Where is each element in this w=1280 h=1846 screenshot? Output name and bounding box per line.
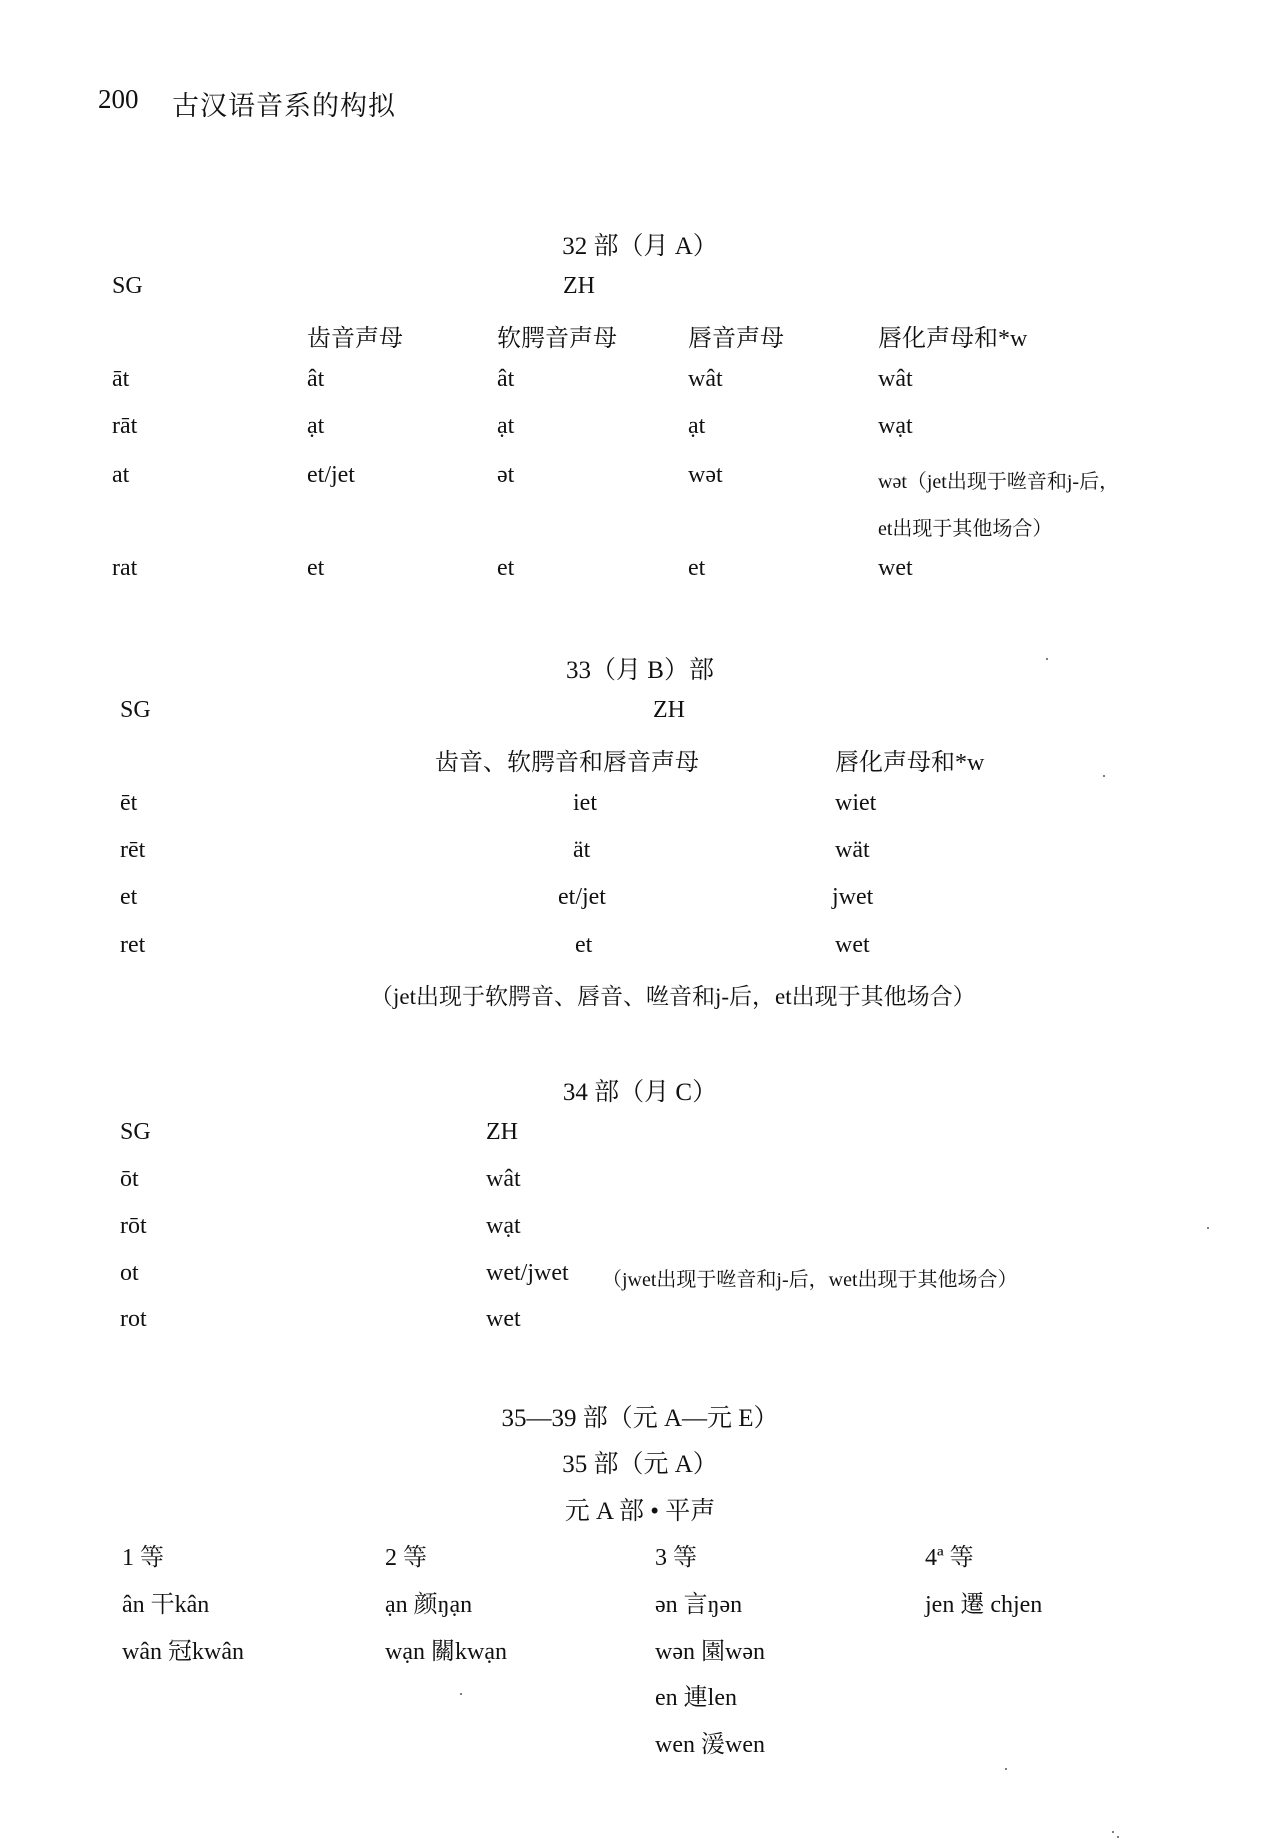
table-cell: et/jet	[558, 884, 606, 910]
list-item: en 連len	[655, 1685, 737, 1711]
section-33-col-header-labialized: 唇化声母和*w	[835, 750, 985, 776]
table-cell: wạt	[486, 1213, 521, 1239]
section-35-col-header-4: 4ª 等	[925, 1545, 974, 1571]
list-item: wən 園wən	[655, 1639, 765, 1665]
page-number: 200	[98, 84, 139, 114]
scan-speck	[1103, 775, 1105, 777]
section-34-sg-label: SG	[120, 1119, 151, 1145]
table-cell: ạt	[688, 413, 706, 439]
table-cell: ạt	[307, 413, 325, 439]
section-35-group-title: 35—39 部（元 A—元 E）	[501, 1405, 779, 1432]
table-cell: wet	[486, 1306, 521, 1332]
section-34-title: 34 部（月 C）	[562, 1079, 718, 1106]
list-item: jen 遷 chjen	[925, 1592, 1043, 1618]
section-32-col-header-velar: 软腭音声母	[497, 326, 617, 352]
table-cell: wät	[835, 837, 870, 863]
table-cell: iet	[573, 790, 597, 816]
table-cell: et/jet	[307, 462, 355, 488]
section-35-subtitle: 元 A 部 • 平声	[564, 1498, 716, 1525]
list-item: ân 干kân	[122, 1592, 210, 1618]
table-cell: et	[307, 555, 325, 581]
list-item: wen 湲wen	[655, 1732, 765, 1758]
table-cell: at	[112, 462, 130, 488]
table-cell: et	[497, 555, 515, 581]
table-cell: ōt	[120, 1166, 139, 1192]
section-35-col-header-2: 2 等	[385, 1545, 427, 1571]
table-cell: wet	[835, 932, 870, 958]
section-32-sg-label: SG	[112, 273, 143, 299]
section-33-col-header-combined: 齿音、软腭音和唇音声母	[435, 750, 699, 776]
section-33-title: 33（月 B）部	[566, 657, 714, 684]
table-cell-note: （jwet出现于咝音和j-后，wet出现于其他场合）	[602, 1269, 1018, 1291]
table-cell: wet/jwet	[486, 1260, 569, 1286]
table-cell: et	[688, 555, 706, 581]
section-32-title: 32 部（月 A）	[562, 233, 718, 260]
section-32-col-header-dental: 齿音声母	[307, 326, 403, 352]
section-33-note: （jet出现于软腭音、唇音、咝音和j-后，et出现于其他场合）	[370, 984, 976, 1009]
book-title: 古汉语音系的构拟	[172, 91, 396, 121]
table-cell: ät	[573, 837, 591, 863]
section-33-sg-label: SG	[120, 697, 151, 723]
table-cell: āt	[112, 366, 130, 392]
list-item: wân 冠kwân	[122, 1639, 244, 1665]
table-cell: ât	[497, 366, 515, 392]
section-35-col-header-3: 3 等	[655, 1545, 697, 1571]
table-cell: rōt	[120, 1213, 147, 1239]
list-item: ən 言ŋən	[655, 1592, 743, 1618]
table-cell: rot	[120, 1306, 147, 1332]
table-cell-note: et出现于其他场合）	[878, 518, 1053, 540]
list-item: ạn 颜ŋạn	[385, 1592, 473, 1618]
table-cell: wet	[878, 555, 913, 581]
section-35-col-header-1: 1 等	[122, 1545, 164, 1571]
table-cell: rāt	[112, 413, 138, 439]
table-cell: wât	[486, 1166, 521, 1192]
table-cell: et	[575, 932, 593, 958]
scan-speck	[1112, 1831, 1114, 1833]
table-cell: ēt	[120, 790, 138, 816]
section-32-zh-label: ZH	[563, 273, 595, 299]
table-cell: wət	[688, 462, 723, 488]
table-cell: wiet	[835, 790, 877, 816]
scan-speck	[1046, 658, 1048, 660]
scan-speck	[1207, 1227, 1209, 1229]
table-cell: ət	[497, 462, 515, 488]
scan-speck	[1005, 1768, 1007, 1770]
list-item: wạn 關kwạn	[385, 1639, 507, 1665]
section-32-col-header-labial: 唇音声母	[688, 326, 784, 352]
table-cell: et	[120, 884, 138, 910]
table-cell: rēt	[120, 837, 146, 863]
table-cell: wạt	[878, 413, 913, 439]
scan-speck	[460, 1693, 462, 1695]
table-cell: wât	[878, 366, 913, 392]
table-cell: ạt	[497, 413, 515, 439]
table-cell: rat	[112, 555, 138, 581]
table-cell: wât	[688, 366, 723, 392]
section-35-title: 35 部（元 A）	[562, 1451, 718, 1478]
scan-speck	[1117, 1836, 1119, 1838]
table-cell: ot	[120, 1260, 139, 1286]
section-34-zh-label: ZH	[486, 1119, 518, 1145]
table-cell: ret	[120, 932, 146, 958]
section-32-col-header-labialized: 唇化声母和*w	[878, 326, 1028, 352]
table-cell: ât	[307, 366, 325, 392]
table-cell: jwet	[832, 884, 874, 910]
table-cell-note: wət（jet出现于咝音和j-后，	[878, 471, 1120, 493]
section-33-zh-label: ZH	[653, 697, 685, 723]
